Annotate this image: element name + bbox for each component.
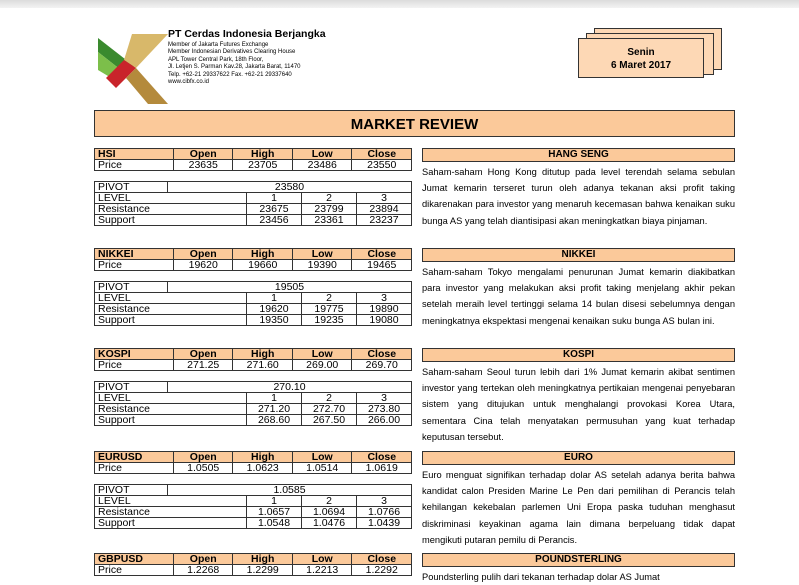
pivot-row xyxy=(95,182,412,193)
row-label: Support xyxy=(95,315,247,326)
company-line: www.cibfx.co.id xyxy=(168,79,210,86)
level-row xyxy=(95,496,412,507)
cell-value: 1.0439 xyxy=(357,518,412,529)
cell-value: 2 xyxy=(302,193,357,204)
row-label: PIVOT xyxy=(95,182,168,193)
pivot-row xyxy=(95,485,412,496)
section-text: Saham-saham Seoul turun lebih dari 1% Jumat kemarin akibat sentimen investor yang tertekan oleh meningkatnya pertikaian mengenai penyebaran sistem yang ditujukan untuk menghalangi provokasi Korea Utara, sementara Cina telah menyatakan permusuhan yang kuat terhadap keputusan tersebut. xyxy=(422,367,735,442)
cell-value: Low xyxy=(292,149,352,160)
cell-value: 272.70 xyxy=(302,404,357,415)
cell-value: 1 xyxy=(247,496,302,507)
section-euro xyxy=(422,451,735,548)
header-row xyxy=(95,249,412,260)
price-row xyxy=(95,160,412,171)
section-poundsterling xyxy=(422,553,735,585)
cell-value: 3 xyxy=(357,393,412,404)
cell-value: 1.0619 xyxy=(352,463,412,474)
pivot-table-hsi xyxy=(94,181,412,226)
cell-value: 1.0657 xyxy=(247,507,302,518)
cell-value: 271.60 xyxy=(233,360,293,371)
row-label: LEVEL xyxy=(95,293,247,304)
row-label: Resistance xyxy=(95,304,247,315)
cell-value: 2 xyxy=(302,393,357,404)
cell-value: 23580 xyxy=(168,182,412,193)
cell-value: 23237 xyxy=(357,215,412,226)
cell-value: 1.0548 xyxy=(247,518,302,529)
cell-value: Low xyxy=(292,249,352,260)
cell-value: 19390 xyxy=(292,260,352,271)
cell-value: Close xyxy=(352,149,412,160)
cell-value: High xyxy=(233,452,293,463)
cell-value: Low xyxy=(292,452,352,463)
row-label: Support xyxy=(95,215,247,226)
section-hang-seng xyxy=(422,148,735,229)
section-title: HANG SENG xyxy=(422,148,735,162)
support-row xyxy=(95,415,412,426)
pivot-table-nikkei xyxy=(94,281,412,326)
row-label: KOSPI xyxy=(95,349,174,360)
cell-value: 19775 xyxy=(302,304,357,315)
cell-value: 19080 xyxy=(357,315,412,326)
cell-value: Close xyxy=(352,554,412,565)
price-table-hsi xyxy=(94,148,412,171)
cell-value: 271.20 xyxy=(247,404,302,415)
resistance-row xyxy=(95,204,412,215)
window-top-shade xyxy=(0,0,799,8)
cell-value: 270.10 xyxy=(168,382,412,393)
price-row xyxy=(95,463,412,474)
cell-value: Open xyxy=(173,554,233,565)
cell-value: 2 xyxy=(302,293,357,304)
row-label: Support xyxy=(95,415,247,426)
section-text: Saham-saham Tokyo mengalami penurunan Jumat kemarin diakibatkan para investor yang melakukan aksi profit taking menjelang akhir pekan setelah meraih level tertinggi selama 14 bulan disesi sebelumnya dengan meningkatnya ekspektasi mengenai kenaikan suku bunga AS bulan ini. xyxy=(422,267,735,326)
cell-value: 2 xyxy=(302,496,357,507)
price-table-nikkei xyxy=(94,248,412,271)
resistance-row xyxy=(95,404,412,415)
section-nikkei xyxy=(422,248,735,329)
row-label: LEVEL xyxy=(95,193,247,204)
company-header xyxy=(168,28,326,86)
page-title: MARKET REVIEW xyxy=(94,110,735,137)
support-row xyxy=(95,215,412,226)
pivot-table-eurusd xyxy=(94,484,412,529)
company-line: APL Tower Central Park, 18th Floor, xyxy=(168,56,264,63)
cell-value: 1 xyxy=(247,393,302,404)
cell-value: 19350 xyxy=(247,315,302,326)
cell-value: 23456 xyxy=(247,215,302,226)
cell-value: 269.00 xyxy=(292,360,352,371)
company-line: Member of Jakarta Futures Exchange xyxy=(168,42,269,48)
cell-value: Open xyxy=(173,249,233,260)
header-row xyxy=(95,149,412,160)
cell-value: 267.50 xyxy=(302,415,357,426)
cell-value: 19660 xyxy=(233,260,293,271)
cell-value: High xyxy=(233,149,293,160)
cell-value: 266.00 xyxy=(357,415,412,426)
cell-value: 3 xyxy=(357,496,412,507)
cell-value: 23361 xyxy=(302,215,357,226)
cell-value: 1.2213 xyxy=(292,565,352,576)
cell-value: High xyxy=(233,554,293,565)
row-label: PIVOT xyxy=(95,282,168,293)
cell-value: 1.2292 xyxy=(352,565,412,576)
row-label: Price xyxy=(95,565,174,576)
cell-value: 3 xyxy=(357,293,412,304)
cell-value: 1 xyxy=(247,293,302,304)
cell-value: 1 xyxy=(247,193,302,204)
row-label: LEVEL xyxy=(95,393,247,404)
date-value: 6 Maret 2017 xyxy=(610,60,672,71)
cell-value: High xyxy=(233,249,293,260)
row-label: PIVOT xyxy=(95,382,168,393)
header-row xyxy=(95,452,412,463)
row-label: Support xyxy=(95,518,247,529)
section-text: Saham-saham Hong Kong ditutup pada level terendah selama sebulan Jumat kemarin terseret turun oleh adanya tekanan aksi profit taking dikarenakan para investor yang menaruh kecemasan bahwa kenaikan suku bunga AS yang telah diantisipasi akan meningkatkan biaya pinjaman. xyxy=(422,167,735,226)
cell-value: 273.80 xyxy=(357,404,412,415)
cell-value: 268.60 xyxy=(247,415,302,426)
date-day: Senin xyxy=(627,47,655,58)
price-table-eurusd xyxy=(94,451,412,474)
pivot-table-kospi xyxy=(94,381,412,426)
row-label: Price xyxy=(95,160,174,171)
cell-value: 1.0476 xyxy=(302,518,357,529)
section-title: EURO xyxy=(422,451,735,465)
cell-value: 1.2268 xyxy=(173,565,233,576)
company-line: Member Indonesian Derivatives Clearing House xyxy=(168,49,296,56)
row-label: HSI xyxy=(95,149,174,160)
level-row xyxy=(95,393,412,404)
cell-value: 19620 xyxy=(247,304,302,315)
company-line: Jl. Letjen S. Parman Kav.28, Jakarta Barat, 11470 xyxy=(168,64,301,71)
cell-value: Close xyxy=(352,349,412,360)
pivot-row xyxy=(95,282,412,293)
row-label: Price xyxy=(95,260,174,271)
price-table-gbpusd xyxy=(94,553,412,576)
row-label: Resistance xyxy=(95,404,247,415)
company-name: PT Cerdas Indonesia Berjangka xyxy=(168,28,326,40)
cell-value: 3 xyxy=(357,193,412,204)
cell-value: 1.2299 xyxy=(233,565,293,576)
row-label: PIVOT xyxy=(95,485,168,496)
row-label: Resistance xyxy=(95,507,247,518)
section-kospi xyxy=(422,348,735,445)
section-title: NIKKEI xyxy=(422,248,735,262)
cell-value: Close xyxy=(352,452,412,463)
cell-value: Low xyxy=(292,554,352,565)
cell-value: 23894 xyxy=(357,204,412,215)
section-title: POUNDSTERLING xyxy=(422,553,735,567)
cell-value: 19465 xyxy=(352,260,412,271)
level-row xyxy=(95,293,412,304)
pivot-row xyxy=(95,382,412,393)
cell-value: 23550 xyxy=(352,160,412,171)
cell-value: Open xyxy=(173,149,233,160)
section-text: Poundsterling pulih dari tekanan terhadap dolar AS Jumat xyxy=(422,572,660,582)
cell-value: Open xyxy=(173,349,233,360)
row-label: LEVEL xyxy=(95,496,247,507)
price-table-kospi xyxy=(94,348,412,371)
header-row xyxy=(95,554,412,565)
date-box xyxy=(578,38,704,78)
cell-value: 19235 xyxy=(302,315,357,326)
section-title: KOSPI xyxy=(422,348,735,362)
cell-value: 269.70 xyxy=(352,360,412,371)
support-row xyxy=(95,315,412,326)
cell-value: 19620 xyxy=(173,260,233,271)
cell-value: Close xyxy=(352,249,412,260)
cell-value: 1.0514 xyxy=(292,463,352,474)
cell-value: 1.0505 xyxy=(173,463,233,474)
row-label: EURUSD xyxy=(95,452,174,463)
cell-value: 1.0585 xyxy=(168,485,412,496)
company-logo-icon xyxy=(96,30,170,108)
header-row xyxy=(95,349,412,360)
row-label: GBPUSD xyxy=(95,554,174,565)
price-row xyxy=(95,260,412,271)
section-text: Euro menguat signifikan terhadap dolar AS setelah adanya berita bahwa kandidat calon Presiden Marine Le Pen dari pemilihan di Perancis telah kehilangan kekebalan parlemen Uni Eropa paska tuduhan menghasut diskriminasi keyakinan agama lain dimana berpeluang tidak dapat mengikuti putaran pemilu di Perancis. xyxy=(422,470,735,545)
cell-value: 1.0623 xyxy=(233,463,293,474)
support-row xyxy=(95,518,412,529)
cell-value: 23635 xyxy=(173,160,233,171)
cell-value: 19890 xyxy=(357,304,412,315)
level-row xyxy=(95,193,412,204)
cell-value: Low xyxy=(292,349,352,360)
row-label: Resistance xyxy=(95,204,247,215)
cell-value: 23799 xyxy=(302,204,357,215)
resistance-row xyxy=(95,304,412,315)
company-line: Telp. +62-21 29337622 Fax. +62-21 29337640 xyxy=(168,71,292,78)
cell-value: 271.25 xyxy=(173,360,233,371)
cell-value: 23705 xyxy=(233,160,293,171)
price-row xyxy=(95,565,412,576)
resistance-row xyxy=(95,507,412,518)
cell-value: 1.0694 xyxy=(302,507,357,518)
cell-value: High xyxy=(233,349,293,360)
row-label: Price xyxy=(95,463,174,474)
row-label: NIKKEI xyxy=(95,249,174,260)
cell-value: Open xyxy=(173,452,233,463)
cell-value: 23486 xyxy=(292,160,352,171)
row-label: Price xyxy=(95,360,174,371)
price-row xyxy=(95,360,412,371)
cell-value: 19505 xyxy=(168,282,412,293)
cell-value: 1.0766 xyxy=(357,507,412,518)
cell-value: 23675 xyxy=(247,204,302,215)
